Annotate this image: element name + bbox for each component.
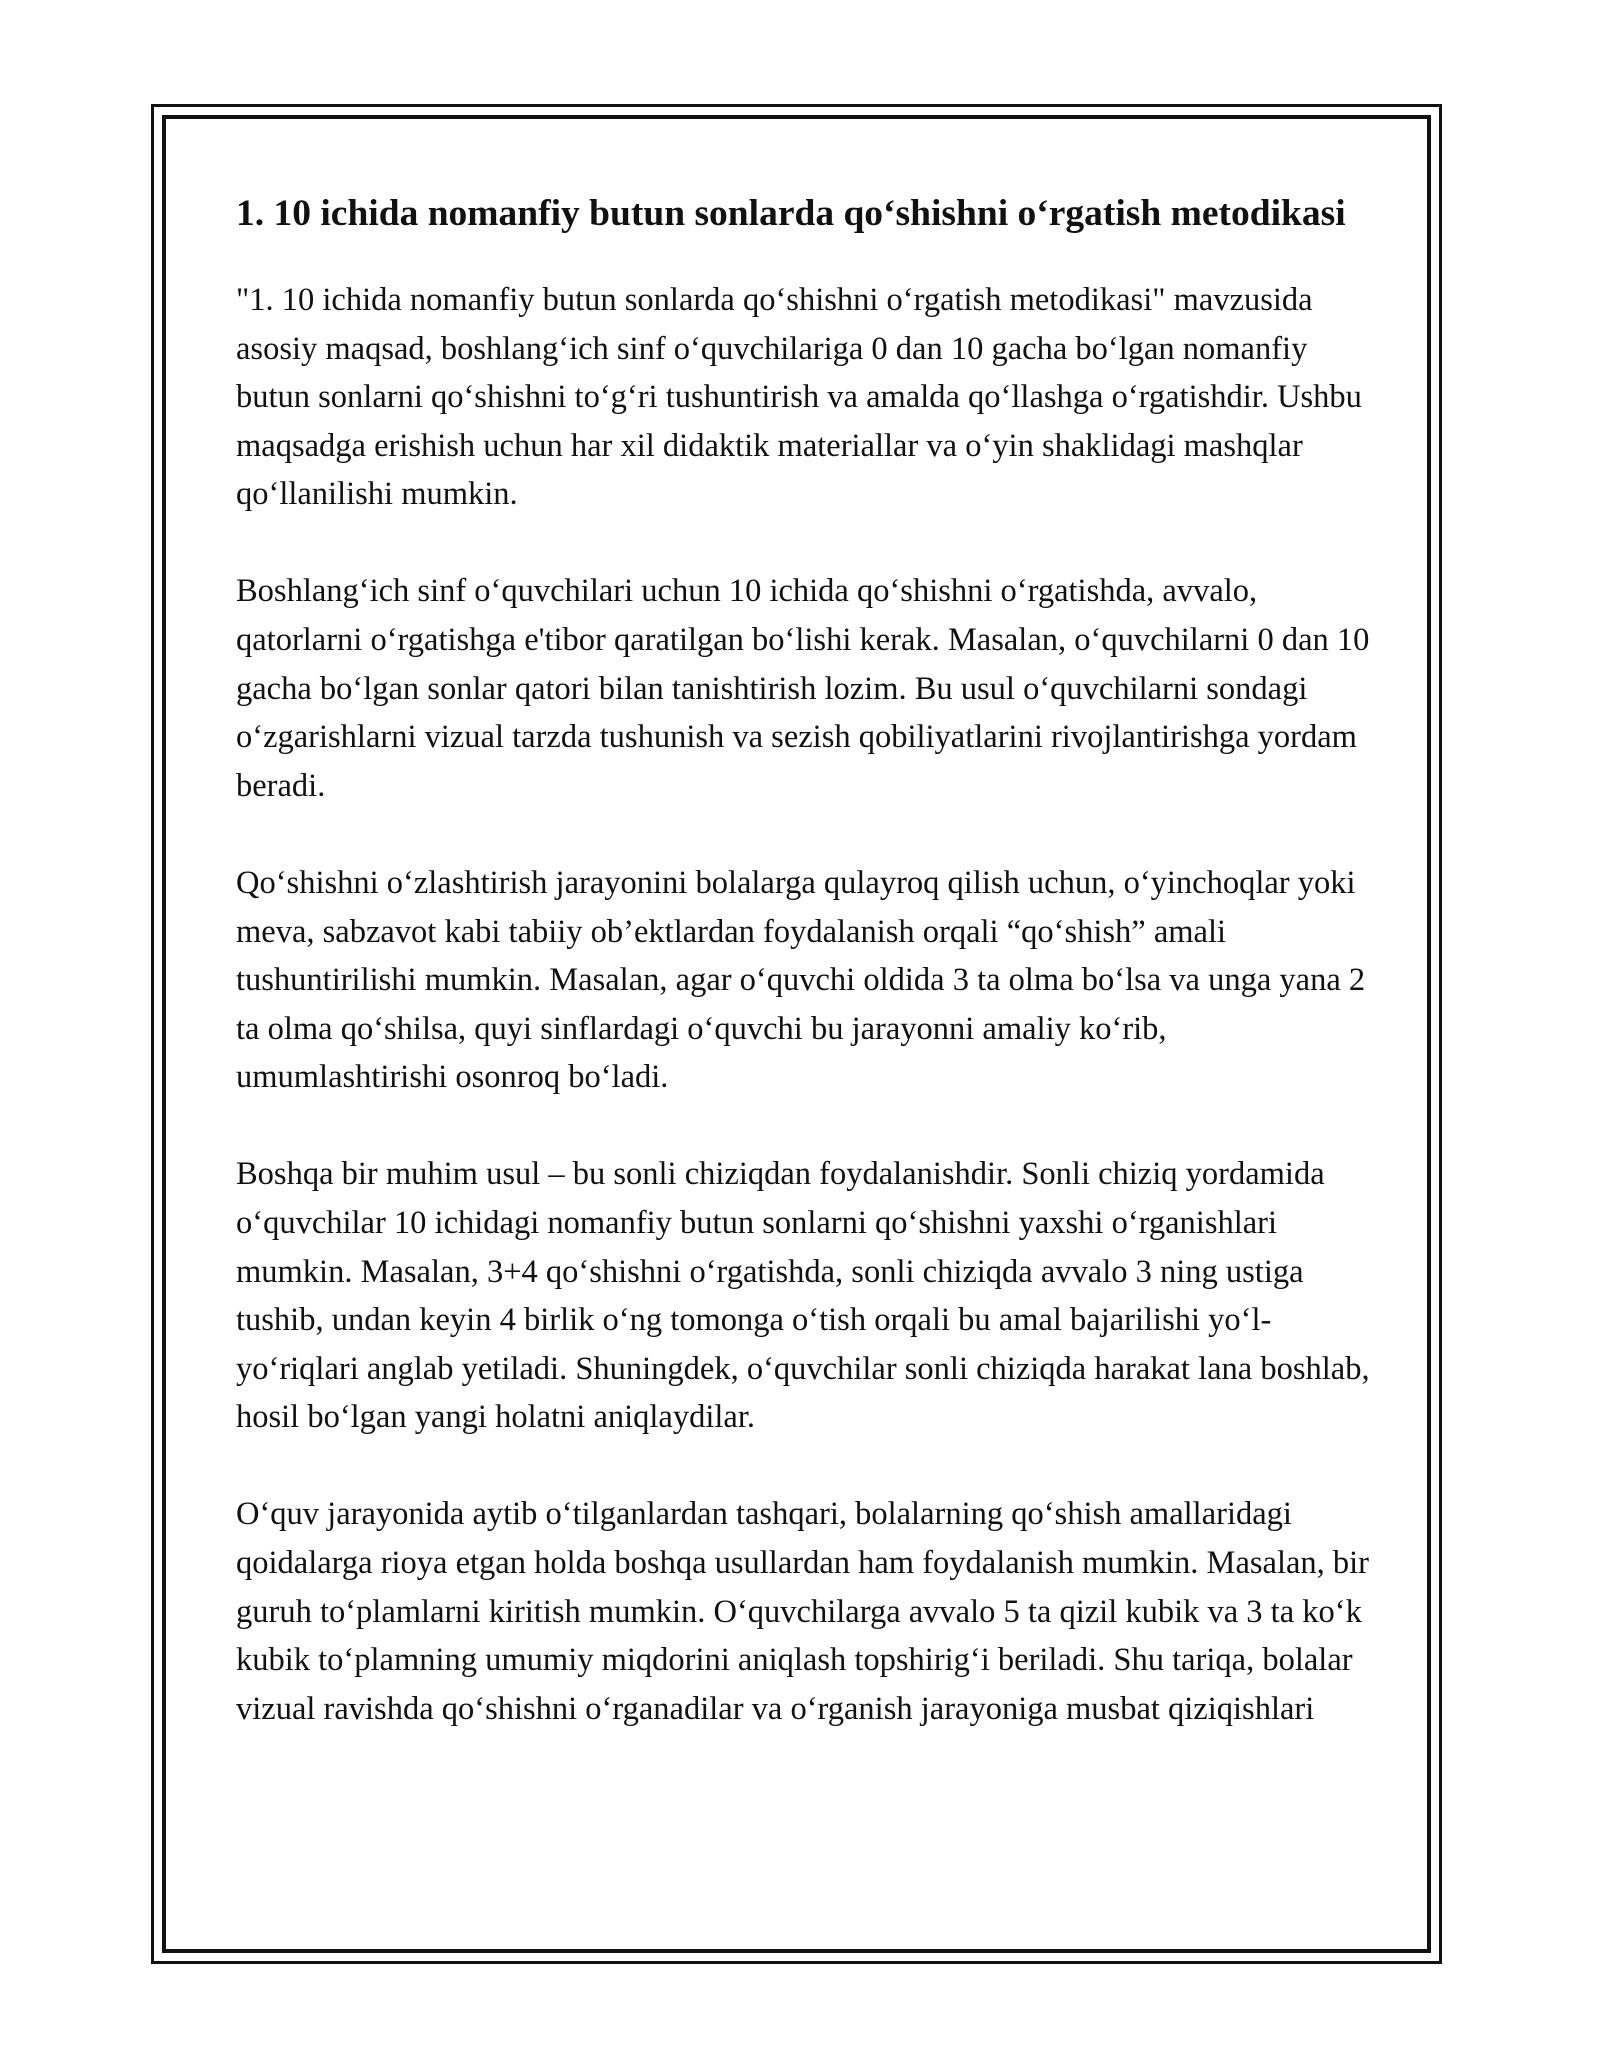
document-body	[236, 186, 1376, 1782]
paragraph-1: "1. 10 ichida nomanfiy butun sonlarda qo‘shishni o‘rgatish metodikasi" mavzusida asosiy maqsad, boshlang‘ich sinf o‘quvchilariga 0 dan 10 gacha bo‘lgan nomanfiy butun sonlarni qo‘shishni to‘g‘ri tushuntirish va amalda qo‘llashga o‘rgatishdir. Ushbu maqsadga erishish uchun har xil didaktik materiallar va o‘yin shaklidagi mashqlar qo‘llanilishi mumkin.	[236, 282, 1362, 513]
paragraph-3: Qo‘shishni o‘zlashtirish jarayonini bolalarga qulayroq qilish uchun, o‘yinchoqlar yoki meva, sabzavot kabi tabiiy ob’ektlardan foydalanish orqali “qo‘shish” amali tushuntirilishi mumkin. Masalan, agar o‘quvchi oldida 3 ta olma bo‘lsa va unga yana 2 ta olma qo‘shilsa, quyi sinflardagi o‘quvchi bu jarayonni amaliy ko‘rib, umumlashtirishi osonroq bo‘ladi.	[236, 864, 1366, 1096]
paragraph-2: Boshlang‘ich sinf o‘quvchilari uchun 10 ichida qo‘shishni o‘rgatishda, avvalo, qatorlarni o‘rgatishga e'tibor qaratilgan bo‘lishi kerak. Masalan, o‘quvchilarni 0 dan 10 gacha bo‘lgan sonlar qatori bilan tanishtirish lozim. Bu usul o‘quvchilarni sondagi o‘zgarishlarni vizual tarzda tushunish va sezish qobiliyatlarini rivojlantirishga yordam beradi.	[236, 573, 1370, 804]
paragraph-5: O‘quv jarayonida aytib o‘tilganlardan tashqari, bolalarning qo‘shish amallaridagi qoidalarga rioya etgan holda boshqa usullardan ham foydalanish mumkin. Masalan, bir guruh to‘plamlarni kiritish mumkin. O‘quvchilarga avvalo 5 ta qizil kubik va 3 ta ko‘k kubik to‘plamning umumiy miqdorini aniqlash topshirig‘i beriladi. Shu tariqa, bolalar vizual ravishda qo‘shishni o‘rganadilar va o‘rganish jarayoniga musbat qiziqishlari	[236, 1496, 1370, 1727]
paragraph-4: Boshqa bir muhim usul – bu sonli chiziqdan foydalanishdir. Sonli chiziq yordamida o‘quvchilar 10 ichidagi nomanfiy butun sonlarni qo‘shishni yaxshi o‘rganishlari mumkin. Masalan, 3+4 qo‘shishni o‘rgatishda, sonli chiziqda avvalo 3 ning ustiga tushib, undan keyin 4 birlik o‘ng tomonga o‘tish orqali bu amal bajarilishi yo‘l-yo‘riqlari anglab yetiladi. Shuningdek, o‘quvchilar sonli chiziqda harakat lana boshlab, hosil bo‘lgan yangi holatni aniqlaydilar.	[236, 1156, 1370, 1436]
section-heading: 1. 10 ichida nomanfiy butun sonlarda qo‘shishni o‘rgatish metodikasi	[236, 193, 1346, 234]
